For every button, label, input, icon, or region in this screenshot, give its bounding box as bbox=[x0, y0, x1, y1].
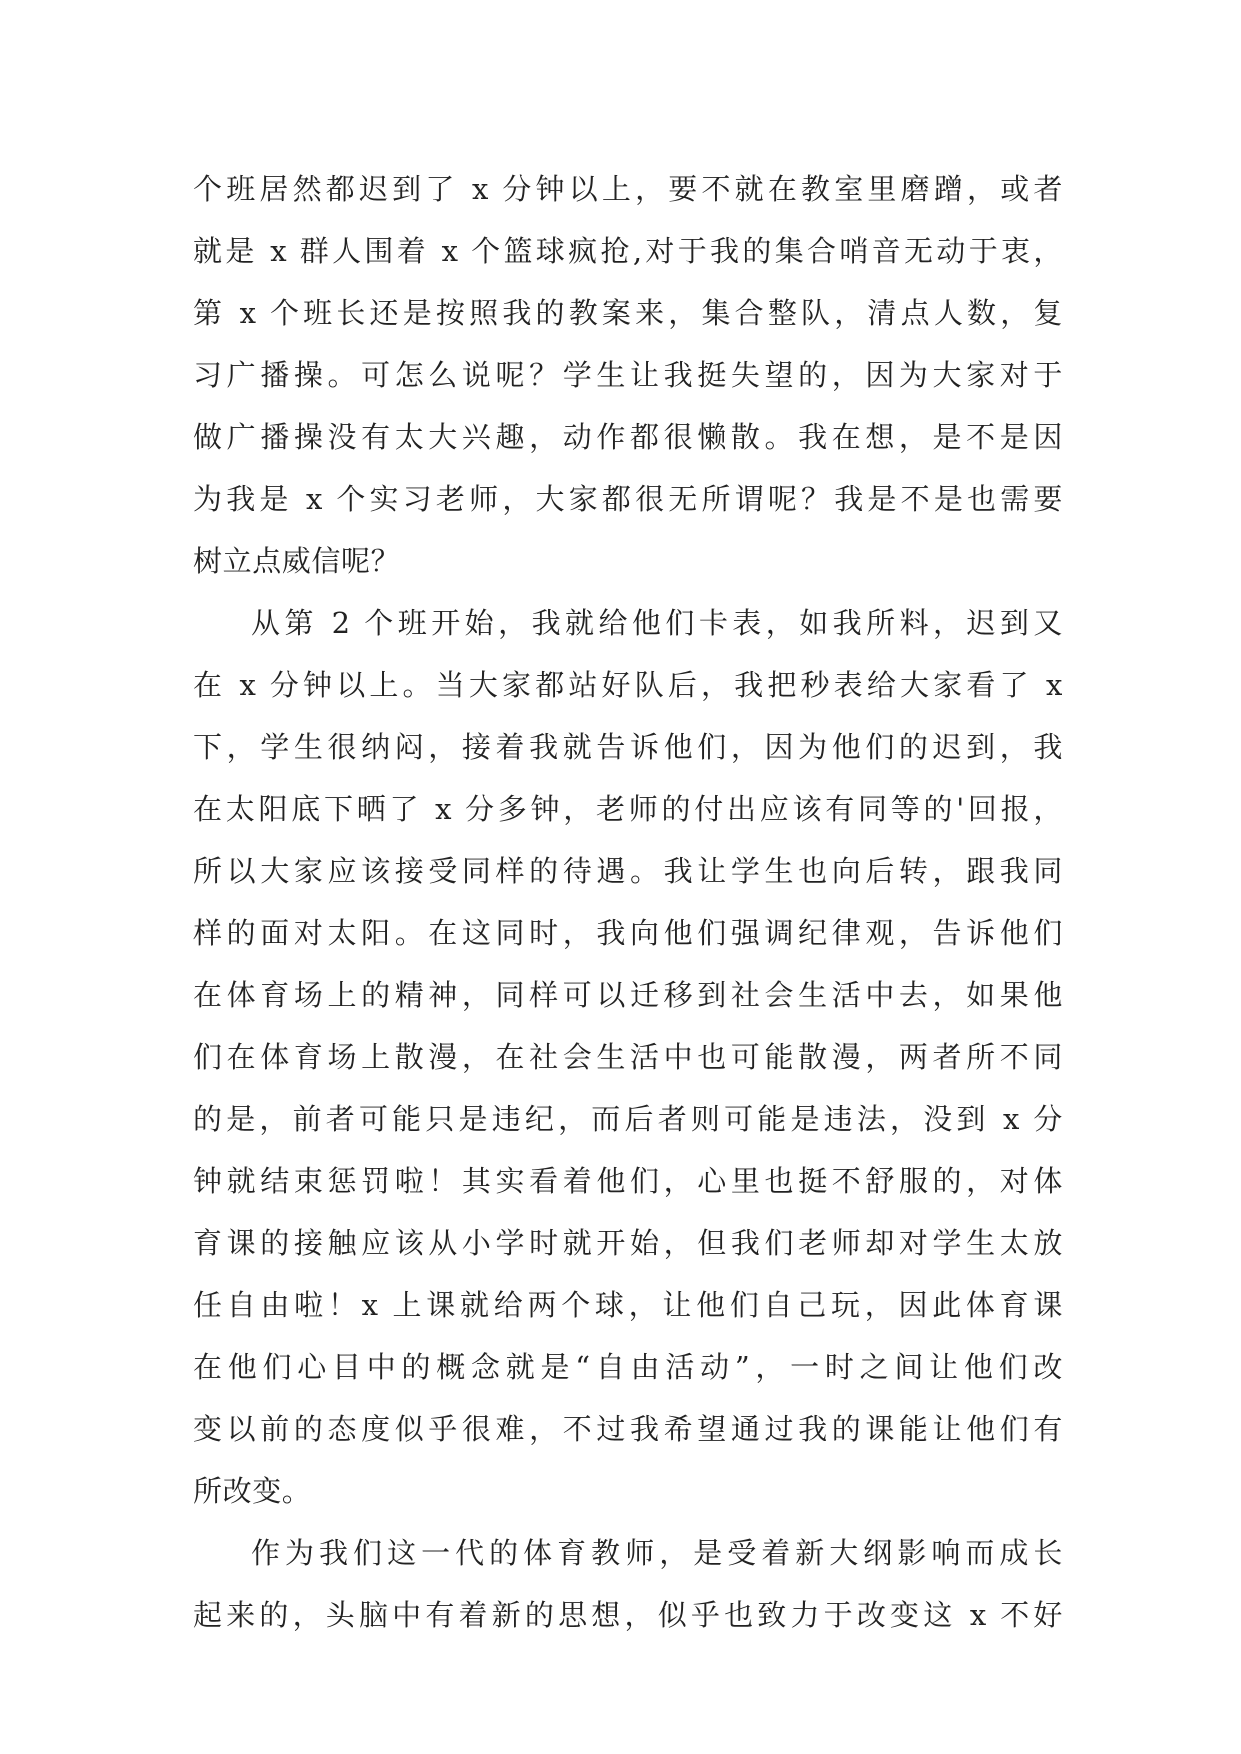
text-line: 们在体育场上散漫，在社会生活中也可能散漫，两者所不同 bbox=[193, 1040, 1063, 1074]
paragraph-1 bbox=[193, 158, 1063, 592]
text-line: 第 x 个班长还是按照我的教案来，集合整队，清点人数，复 bbox=[193, 296, 1063, 330]
text-line: 起来的，头脑中有着新的思想，似乎也致力于改变这 x 不好 bbox=[193, 1598, 1063, 1632]
text-line: 所以大家应该接受同样的待遇。我让学生也向后转，跟我同 bbox=[193, 854, 1063, 888]
text-line: 育课的接触应该从小学时就开始，但我们老师却对学生太放 bbox=[193, 1226, 1063, 1260]
text-line: 在太阳底下晒了 x 分多钟，老师的付出应该有同等的'回报， bbox=[193, 792, 1063, 826]
text-line: 就是 x 群人围着 x 个篮球疯抢,对于我的集合哨音无动于衷， bbox=[193, 234, 1063, 268]
text-line: 在 x 分钟以上。当大家都站好队后，我把秒表给大家看了 x bbox=[193, 668, 1063, 702]
text-line: 树立点威信呢？ bbox=[193, 544, 401, 578]
text-line: 变以前的态度似乎很难，不过我希望通过我的课能让他们有 bbox=[193, 1412, 1063, 1446]
paragraph-3 bbox=[193, 1522, 1063, 1646]
text-line: 做广播操没有太大兴趣，动作都很懒散。我在想，是不是因 bbox=[193, 420, 1063, 454]
text-line: 所改变。 bbox=[193, 1474, 312, 1508]
text-line: 样的面对太阳。在这同时，我向他们强调纪律观，告诉他们 bbox=[193, 916, 1063, 950]
paragraph-2 bbox=[193, 592, 1063, 1522]
text-line: 在他们心目中的概念就是“自由活动”，一时之间让他们改 bbox=[193, 1350, 1063, 1384]
text-line: 从第 2 个班开始，我就给他们卡表，如我所料，迟到又 bbox=[251, 606, 1063, 640]
text-line: 任自由啦！x 上课就给两个球，让他们自己玩，因此体育课 bbox=[193, 1288, 1063, 1322]
text-line: 钟就结束惩罚啦！其实看着他们，心里也挺不舒服的，对体 bbox=[193, 1164, 1063, 1198]
text-line: 作为我们这一代的体育教师，是受着新大纲影响而成长 bbox=[251, 1536, 1063, 1570]
text-line: 个班居然都迟到了 x 分钟以上，要不就在教室里磨蹭，或者 bbox=[193, 172, 1063, 206]
text-line: 下，学生很纳闷，接着我就告诉他们，因为他们的迟到，我 bbox=[193, 730, 1063, 764]
text-line: 为我是 x 个实习老师，大家都很无所谓呢？我是不是也需要 bbox=[193, 482, 1063, 516]
text-line: 的是，前者可能只是违纪，而后者则可能是违法，没到 x 分 bbox=[193, 1102, 1063, 1136]
text-line: 习广播操。可怎么说呢？学生让我挺失望的，因为大家对于 bbox=[193, 358, 1063, 392]
document-body bbox=[193, 158, 1063, 1646]
text-line: 在体育场上的精神，同样可以迁移到社会生活中去，如果他 bbox=[193, 978, 1063, 1012]
